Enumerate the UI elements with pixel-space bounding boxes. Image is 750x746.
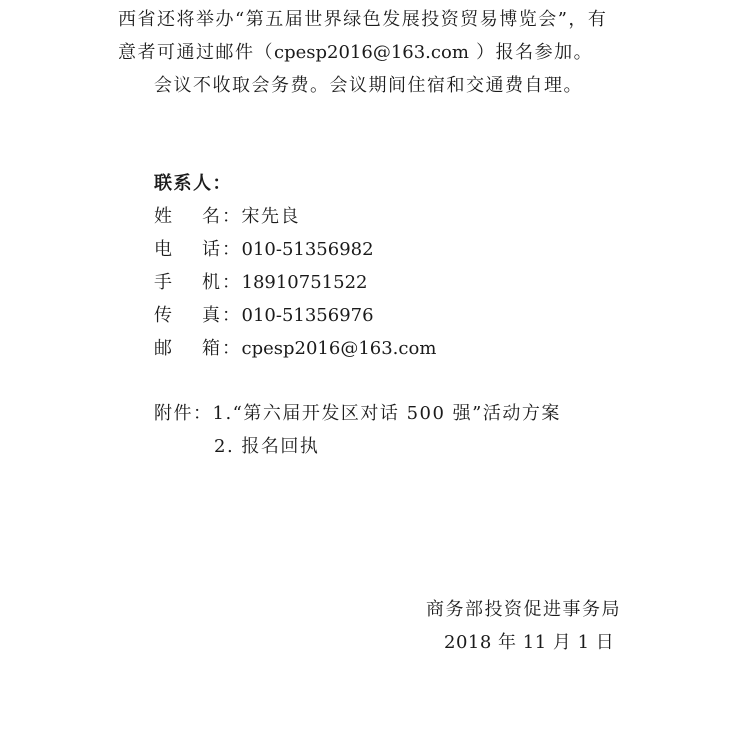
body-line-2 bbox=[118, 41, 593, 65]
contact-fax-label-1: 传 bbox=[154, 305, 172, 326]
body-line-1: 西省还将举办“第五届世界绿色发展投资贸易博览会”，有 bbox=[118, 9, 608, 30]
attachments-row-1 bbox=[154, 402, 561, 426]
contact-mobile-label-1: 手 bbox=[154, 272, 172, 293]
attachment-item-2: 2. 报名回执 bbox=[214, 436, 320, 457]
contact-email-label-1: 邮 bbox=[154, 338, 172, 359]
contact-name-label-2: 名 bbox=[202, 206, 220, 227]
contact-phone-label-2: 话 bbox=[202, 239, 220, 260]
contact-mobile-row bbox=[154, 271, 367, 295]
contact-name-value: 宋先良 bbox=[241, 206, 300, 227]
body-line-2-text: 意者可通过邮件（ bbox=[118, 42, 274, 63]
attachment-item-1: 1.“第六届开发区对话 500 强”活动方案 bbox=[212, 403, 561, 424]
contact-email-row bbox=[154, 337, 436, 361]
contact-phone-sep: ： bbox=[222, 239, 242, 260]
signature-date: 2018 年 11 月 1 日 bbox=[444, 632, 615, 653]
body-line-2-end: ）报名参加。 bbox=[468, 42, 594, 63]
registration-email: cpesp2016@163.com bbox=[274, 42, 469, 63]
contact-mobile-label-2: 机 bbox=[202, 272, 220, 293]
contact-heading: 联系人： bbox=[154, 173, 232, 194]
signature-org: 商务部投资促进事务局 bbox=[426, 599, 621, 620]
attachments-label: 附件： bbox=[154, 403, 213, 424]
contact-email-value: cpesp2016@163.com bbox=[241, 338, 437, 359]
contact-fax-label-2: 真 bbox=[202, 305, 220, 326]
body-line-3: 会议不收取会务费。会议期间住宿和交通费自理。 bbox=[154, 75, 583, 96]
contact-name-row bbox=[154, 205, 300, 229]
contact-fax-value: 010-51356976 bbox=[241, 305, 374, 326]
contact-fax-sep: ： bbox=[222, 305, 242, 326]
contact-mobile-sep: ： bbox=[222, 272, 242, 293]
contact-phone-value: 010-51356982 bbox=[241, 239, 374, 260]
contact-phone-row bbox=[154, 238, 374, 262]
contact-mobile-value: 18910751522 bbox=[241, 272, 368, 293]
contact-name-sep: ： bbox=[222, 206, 242, 227]
contact-phone-label-1: 电 bbox=[154, 239, 172, 260]
contact-name-label-1: 姓 bbox=[154, 206, 172, 227]
contact-email-sep: ： bbox=[222, 338, 242, 359]
contact-email-label-2: 箱 bbox=[202, 338, 220, 359]
contact-fax-row bbox=[154, 304, 374, 328]
